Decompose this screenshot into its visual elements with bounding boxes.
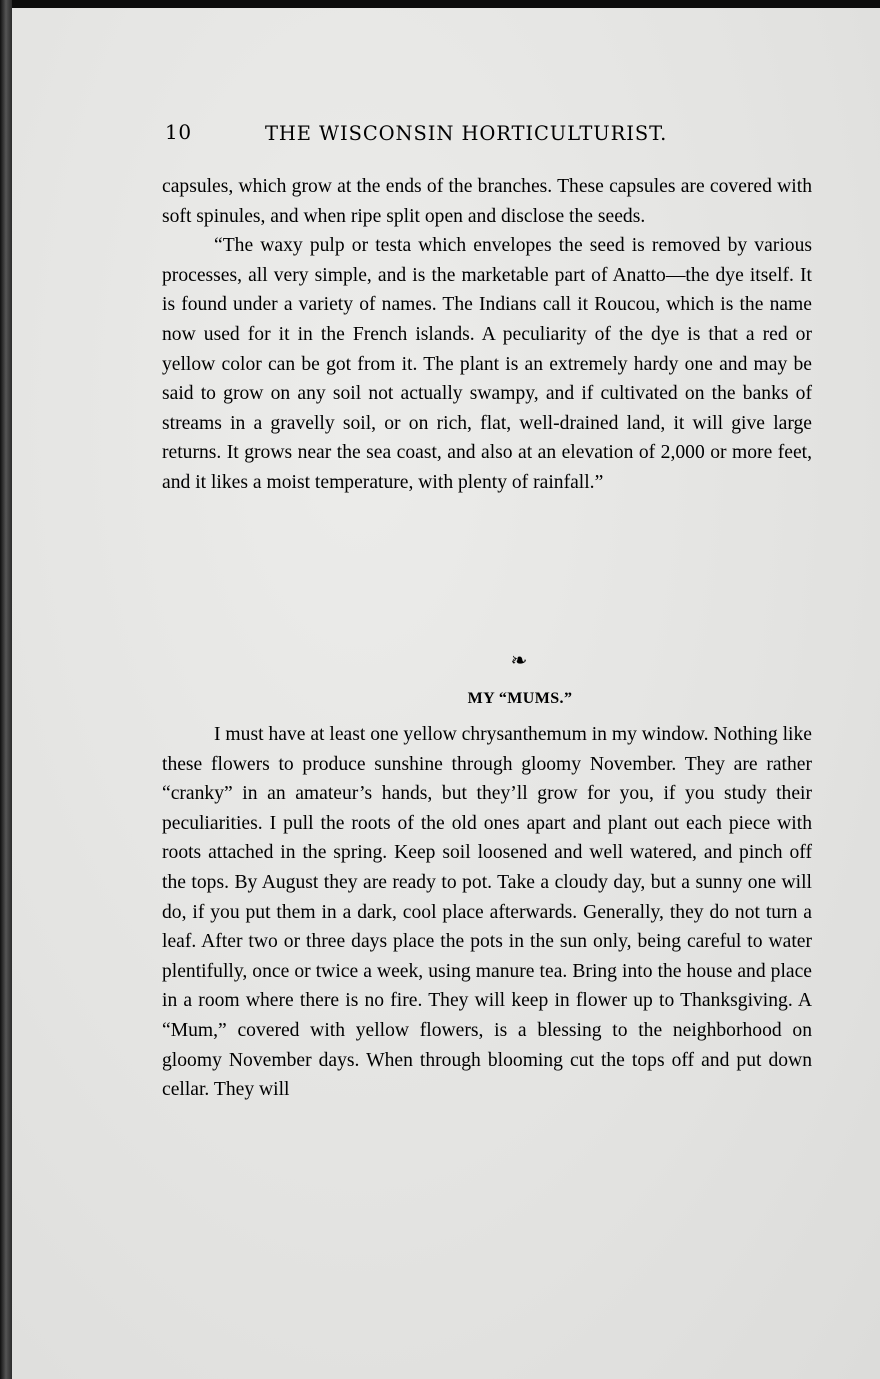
article-heading: MY “MUMS.” [467, 690, 573, 707]
continued-article-body [162, 172, 812, 498]
scan-top-edge [0, 0, 880, 8]
scan-left-edge [0, 0, 12, 1379]
section-ornament: ❧ [510, 650, 528, 672]
paragraph: “The waxy pulp or testa which envelopes the seed is removed by various processes, all very simple, and is the marketable part of Anatto—the dye itself. It is found under a variety of names. The Indians call it Roucou, which is the name now used for it in the French islands. A peculiarity of the dye is that a red or yellow color can be got from it. The plant is an extremely hardy one and may be said to grow on any soil not actually swampy, and if cultivated on the banks of streams in a gravelly soil, or on rich, flat, well-drained land, it will give large returns. It grows near the sea coast, and also at an elevation of 2,000 or more feet, and it likes a moist temperature, with plenty of rainfall.” [162, 235, 812, 493]
journal-title: THE WISCONSIN HORTICULTURIST. [265, 122, 668, 145]
paragraph: I must have at least one yellow chrysanthemum in my window. Nothing like these flowers to produce sunshine through gloomy November. They are rather “cranky” in an amateur’s hands, but they’ll grow for you, if you study their peculiarities. I pull the roots of the old ones apart and plant out each piece with roots attached in the spring. Keep soil loosened and well watered, and pinch off the tops. By August they are ready to pot. Take a cloudy day, but a sunny one will do, if you put them in a dark, cool place afterwards. Generally, they do not turn a leaf. After two or three days place the pots in the sun only, being careful to water plentifully, once or twice a week, using manure tea. Bring into the house and place in a room where there is no fire. They will keep in flower up to Thanksgiving. A “Mum,” covered with yellow flowers, is a blessing to the neighborhood on gloomy November days. When through blooming cut the tops off and put down cellar. They will [162, 724, 812, 1101]
article-body [162, 720, 812, 1105]
page-number: 10 [165, 120, 192, 144]
running-head [165, 116, 725, 148]
paragraph: capsules, which grow at the ends of the branches. These capsules are covered with soft spinules, and when ripe split open and disclose the seeds. [162, 176, 812, 227]
